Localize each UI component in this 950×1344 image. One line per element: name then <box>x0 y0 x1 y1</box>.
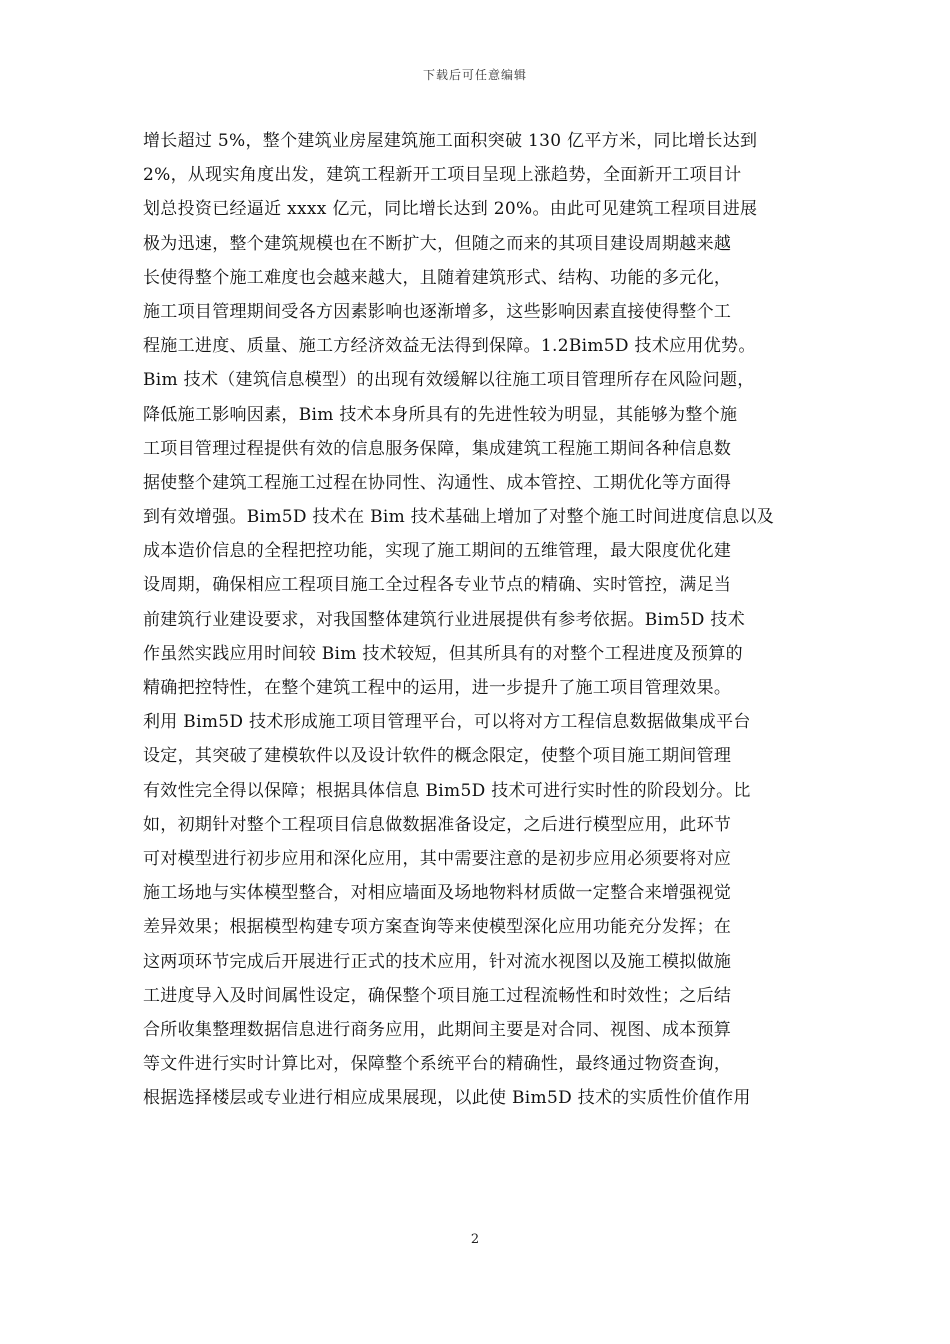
text-line: 差异效果；根据模型构建专项方案查询等来使模型深化应用功能充分发挥；在 <box>143 917 732 938</box>
text-line: 精确把控特性，在整个建筑工程中的运用，进一步提升了施工项目管理效果。 <box>143 678 732 698</box>
text-line: 2%，从现实角度出发，建筑工程新开工项目呈现上涨趋势，全面新开工项目计 <box>143 165 742 186</box>
text-line: 工项目管理过程提供有效的信息服务保障，集成建筑工程施工期间各种信息数 <box>143 438 732 459</box>
text-line: 设周期，确保相应工程项目施工全过程各专业节点的精确、实时管控，满足当 <box>143 575 732 596</box>
text-line: 这两项环节完成后开展进行正式的技术应用，针对流水视图以及施工模拟做施 <box>143 951 732 972</box>
text-line: 可对模型进行初步应用和深化应用，其中需要注意的是初步应用必须要将对应 <box>143 848 732 869</box>
text-line: 根据选择楼层或专业进行相应成果展现，以此使 Bim5D 技术的实质性价值作用 <box>143 1088 751 1109</box>
text-line: Bim 技术（建筑信息模型）的出现有效缓解以往施工项目管理所存在风险问题， <box>143 370 755 391</box>
text-line: 长使得整个施工难度也会越来越大，且随着建筑形式、结构、功能的多元化， <box>143 267 732 288</box>
page-number: 2 <box>470 1232 480 1247</box>
text-line: 利用 Bim5D 技术形成施工项目管理平台，可以将对方工程信息数据做集成平台 <box>143 712 751 733</box>
text-line: 降低施工影响因素，Bim 技术本身所具有的先进性较为明显，其能够为整个施 <box>143 404 738 425</box>
text-line: 作虽然实践应用时间较 Bim 技术较短，但其所具有的对整个工程进度及预算的 <box>143 643 743 664</box>
text-line: 极为迅速，整个建筑规模也在不断扩大，但随之而来的其项目建设周期越来越 <box>143 233 732 254</box>
text-line: 据使整个建筑工程施工过程在协同性、沟通性、成本管控、工期优化等方面得 <box>143 472 732 493</box>
text-line: 增长超过 5%，整个建筑业房屋建筑施工面积突破 130 亿平方米，同比增长达到 <box>143 131 758 151</box>
text-line: 划总投资已经逼近 xxxx 亿元，同比增长达到 20%。由此可见建筑工程项目进展 <box>143 199 758 220</box>
text-line: 施工场地与实体模型整合，对相应墙面及场地物料材质做一定整合来增强视觉 <box>143 883 732 904</box>
body-paragraph <box>143 124 813 1115</box>
text-line: 程施工进度、质量、施工方经济效益无法得到保障。1.2Bim5D 技术应用优势。 <box>143 336 756 357</box>
text-line: 成本造价信息的全程把控功能，实现了施工期间的五维管理，最大限度优化建 <box>143 541 732 562</box>
text-line: 如，初期针对整个工程项目信息做数据准备设定，之后进行模型应用，此环节 <box>143 814 732 835</box>
text-line: 施工项目管理期间受各方因素影响也逐渐增多，这些影响因素直接使得整个工 <box>143 301 732 322</box>
page-header: 下载后可任意编辑 <box>422 68 527 82</box>
text-line: 前建筑行业建设要求，对我国整体建筑行业进展提供有参考依据。Bim5D 技术 <box>143 609 745 630</box>
text-line: 工进度导入及时间属性设定，确保整个项目施工过程流畅性和时效性；之后结 <box>143 985 732 1006</box>
text-line: 等文件进行实时计算比对，保障整个系统平台的精确性，最终通过物资查询， <box>143 1054 732 1075</box>
text-line: 设定，其突破了建模软件以及设计软件的概念限定，使整个项目施工期间管理 <box>143 746 732 767</box>
text-line: 到有效增强。Bim5D 技术在 Bim 技术基础上增加了对整个施工时间进度信息以及 <box>143 507 775 528</box>
text-line: 有效性完全得以保障；根据具体信息 Bim5D 技术可进行实时性的阶段划分。比 <box>143 780 751 801</box>
text-line: 合所收集整理数据信息进行商务应用，此期间主要是对合同、视图、成本预算 <box>143 1019 732 1040</box>
